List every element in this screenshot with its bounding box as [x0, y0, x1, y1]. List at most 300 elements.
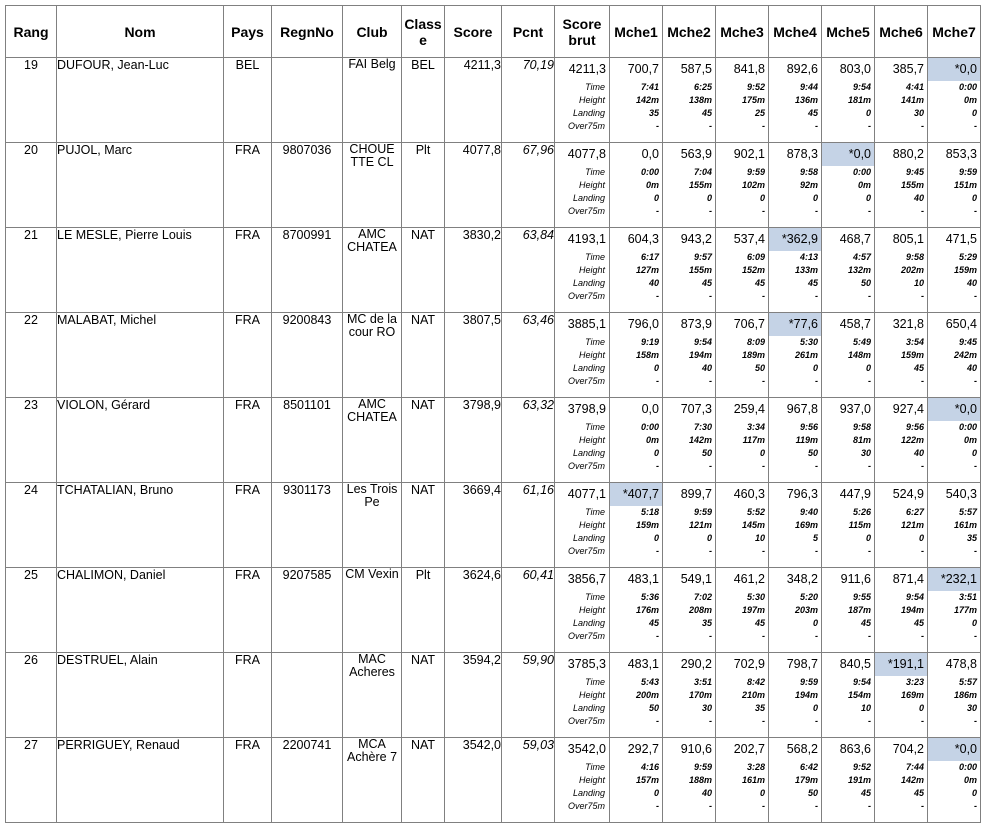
percent-cell: 70,19 [502, 58, 555, 143]
detail-label: Over75m [567, 291, 605, 301]
over75m-value: - [974, 291, 977, 301]
round-cell-mche7 [928, 483, 981, 568]
detail-label: Time [585, 507, 605, 517]
results-table [5, 5, 981, 823]
time-value: 3:28 [746, 762, 765, 772]
round-score: 385,7 [892, 62, 924, 76]
detail-label: Height [578, 95, 605, 105]
landing-value: 0 [971, 193, 977, 203]
round-cell-mche1 [610, 58, 663, 143]
landing-value: 0 [653, 788, 659, 798]
landing-value: 40 [913, 448, 924, 458]
time-value: 4:41 [905, 82, 924, 92]
round-cell-mche5 [822, 58, 875, 143]
time-value: 4:57 [852, 252, 871, 262]
round-score: 468,7 [839, 232, 871, 246]
round-cell-mche2 [663, 568, 716, 653]
landing-value: 25 [754, 108, 765, 118]
round-cell-mche5 [822, 228, 875, 313]
regno-cell: 8700991 [272, 228, 343, 313]
time-value: 6:17 [640, 252, 659, 262]
landing-value: 35 [754, 703, 765, 713]
height-value: 242m [953, 350, 977, 360]
header-mche4: Mche4 [769, 6, 822, 58]
time-value: 9:58 [799, 167, 818, 177]
landing-value: 10 [860, 703, 871, 713]
landing-value: 5 [812, 533, 818, 543]
over75m-value: - [709, 376, 712, 386]
regno-cell: 2200741 [272, 738, 343, 823]
time-value: 0:00 [640, 167, 659, 177]
round-cell-mche1 [610, 398, 663, 483]
landing-value: 30 [966, 703, 977, 713]
round-score: 290,2 [680, 657, 712, 671]
landing-value: 45 [860, 618, 871, 628]
rank-cell: 22 [6, 313, 57, 398]
round-score: 0,0 [641, 147, 659, 161]
height-value: 141m [900, 95, 924, 105]
round-cell-mche6 [875, 483, 928, 568]
score-brut-cell [555, 653, 610, 738]
score-cell: 3807,5 [445, 313, 502, 398]
club-cell: MC de la cour RO [343, 313, 402, 398]
detail-label: Time [585, 337, 605, 347]
landing-value: 45 [701, 278, 712, 288]
name-cell: VIOLON, Gérard [57, 398, 224, 483]
over75m-value: - [656, 716, 659, 726]
round-score: 460,3 [733, 487, 765, 501]
header-mche2: Mche2 [663, 6, 716, 58]
landing-value: 0 [812, 703, 818, 713]
round-score: 873,9 [680, 317, 712, 331]
round-score: 796,0 [627, 317, 659, 331]
round-cell-mche1 [610, 313, 663, 398]
discarded-score: *191,1 [875, 653, 927, 676]
round-score: 840,5 [839, 657, 871, 671]
detail-label: Height [578, 775, 605, 785]
header-mche7: Mche7 [928, 6, 981, 58]
round-cell-mche4 [769, 143, 822, 228]
detail-label: Over75m [567, 631, 605, 641]
over75m-value: - [815, 291, 818, 301]
landing-value: 0 [971, 108, 977, 118]
table-row [6, 228, 981, 313]
round-cell-mche1 [610, 483, 663, 568]
score-cell: 3594,2 [445, 653, 502, 738]
round-cell-mche2 [663, 483, 716, 568]
club-cell: Les Trois Pe [343, 483, 402, 568]
round-cell-mche6 [875, 228, 928, 313]
time-value: 3:34 [746, 422, 765, 432]
score-brut-cell [555, 483, 610, 568]
round-cell-mche7 [928, 313, 981, 398]
score-brut-cell [555, 228, 610, 313]
time-value: 5:49 [852, 337, 871, 347]
score-brut-value: 3542,0 [567, 742, 606, 756]
height-value: 102m [741, 180, 765, 190]
detail-label: Over75m [567, 121, 605, 131]
over75m-value: - [709, 546, 712, 556]
over75m-value: - [815, 376, 818, 386]
detail-label: Landing [572, 448, 605, 458]
time-value: 9:52 [746, 82, 765, 92]
table-row [6, 398, 981, 483]
regno-cell [272, 653, 343, 738]
time-value: 7:41 [640, 82, 659, 92]
rank-cell: 23 [6, 398, 57, 483]
time-value: 5:30 [746, 592, 765, 602]
class-cell: NAT [402, 653, 445, 738]
rank-cell: 26 [6, 653, 57, 738]
time-value: 3:23 [905, 677, 924, 687]
time-value: 9:52 [852, 762, 871, 772]
round-score: 911,6 [840, 572, 871, 586]
detail-label: Height [578, 180, 605, 190]
height-value: 145m [741, 520, 765, 530]
header-mche5: Mche5 [822, 6, 875, 58]
over75m-value: - [815, 206, 818, 216]
landing-value: 0 [971, 788, 977, 798]
height-value: 0m [857, 180, 871, 190]
country-cell: FRA [224, 483, 272, 568]
table-row [6, 568, 981, 653]
score-brut-value: 4211,3 [568, 62, 606, 76]
over75m-value: - [709, 716, 712, 726]
detail-label: Time [585, 592, 605, 602]
header-score-brut: Score brut [555, 6, 610, 58]
height-value: 142m [688, 435, 712, 445]
header-mche3: Mche3 [716, 6, 769, 58]
round-cell-mche7 [928, 58, 981, 143]
height-value: 142m [635, 95, 659, 105]
name-cell: PERRIGUEY, Renaud [57, 738, 224, 823]
over75m-value: - [709, 291, 712, 301]
height-value: 119m [795, 435, 818, 445]
class-cell: NAT [402, 398, 445, 483]
regno-cell: 9807036 [272, 143, 343, 228]
table-row [6, 653, 981, 738]
score-cell: 3798,9 [445, 398, 502, 483]
class-cell: Plt [402, 568, 445, 653]
time-value: 9:44 [799, 82, 818, 92]
height-value: 148m [847, 350, 871, 360]
round-cell-mche3 [716, 483, 769, 568]
height-value: 121m [688, 520, 712, 530]
round-score: 478,8 [945, 657, 977, 671]
country-cell: FRA [224, 143, 272, 228]
time-value: 9:54 [852, 677, 871, 687]
round-score: 700,7 [627, 62, 659, 76]
over75m-value: - [762, 801, 765, 811]
round-score: 880,2 [892, 147, 924, 161]
landing-value: 0 [759, 193, 765, 203]
round-cell-mche3 [716, 568, 769, 653]
time-value: 0:00 [958, 82, 977, 92]
round-cell-mche7 [928, 653, 981, 738]
detail-label: Height [578, 605, 605, 615]
landing-value: 0 [865, 533, 871, 543]
round-cell-mche7 [928, 228, 981, 313]
over75m-value: - [815, 121, 818, 131]
height-value: 200m [635, 690, 659, 700]
header-regno: RegnNo [272, 6, 343, 58]
time-value: 5:57 [958, 507, 977, 517]
round-score: 853,3 [945, 147, 977, 161]
height-value: 188m [688, 775, 712, 785]
height-value: 138m [688, 95, 712, 105]
detail-label: Over75m [567, 546, 605, 556]
round-cell-mche4 [769, 313, 822, 398]
height-value: 152m [741, 265, 765, 275]
detail-label: Time [585, 167, 605, 177]
over75m-value: - [709, 461, 712, 471]
round-cell-mche6 [875, 313, 928, 398]
detail-label: Landing [572, 533, 605, 543]
time-value: 7:44 [905, 762, 924, 772]
round-cell-mche1 [610, 143, 663, 228]
landing-value: 10 [913, 278, 924, 288]
round-score: 471,5 [945, 232, 977, 246]
score-brut-cell [555, 398, 610, 483]
over75m-value: - [656, 461, 659, 471]
round-score: 892,6 [786, 62, 818, 76]
time-value: 9:58 [852, 422, 871, 432]
time-value: 5:36 [640, 592, 659, 602]
round-score: 902,1 [733, 147, 765, 161]
landing-value: 35 [648, 108, 659, 118]
percent-cell: 60,41 [502, 568, 555, 653]
over75m-value: - [974, 631, 977, 641]
round-score: 604,3 [627, 232, 659, 246]
header-pcnt: Pcnt [502, 6, 555, 58]
landing-value: 45 [913, 363, 924, 373]
score-cell: 3830,2 [445, 228, 502, 313]
percent-cell: 63,32 [502, 398, 555, 483]
name-cell: LE MESLE, Pierre Louis [57, 228, 224, 313]
regno-cell: 9207585 [272, 568, 343, 653]
height-value: 189m [741, 350, 765, 360]
detail-label: Landing [572, 788, 605, 798]
time-value: 9:54 [852, 82, 871, 92]
landing-value: 45 [860, 788, 871, 798]
time-value: 5:30 [799, 337, 818, 347]
landing-value: 0 [865, 108, 871, 118]
over75m-value: - [974, 716, 977, 726]
round-cell-mche5 [822, 143, 875, 228]
landing-value: 45 [913, 788, 924, 798]
landing-value: 35 [966, 533, 977, 543]
name-cell: DUFOUR, Jean-Luc [57, 58, 224, 143]
height-value: 161m [953, 520, 977, 530]
round-cell-mche6 [875, 568, 928, 653]
percent-cell: 59,90 [502, 653, 555, 738]
round-cell-mche6 [875, 143, 928, 228]
discarded-score: *0,0 [822, 143, 874, 166]
round-score: 803,0 [839, 62, 871, 76]
round-cell-mche3 [716, 653, 769, 738]
round-score: 650,4 [945, 317, 977, 331]
over75m-value: - [656, 121, 659, 131]
over75m-value: - [762, 206, 765, 216]
round-score: 943,2 [680, 232, 712, 246]
round-cell-mche7 [928, 738, 981, 823]
discarded-score: *407,7 [610, 483, 662, 506]
round-score: 798,7 [786, 657, 818, 671]
time-value: 5:26 [852, 507, 871, 517]
round-score: 707,3 [680, 402, 712, 416]
height-value: 155m [688, 265, 712, 275]
over75m-value: - [921, 461, 924, 471]
round-cell-mche3 [716, 398, 769, 483]
over75m-value: - [762, 631, 765, 641]
round-cell-mche2 [663, 228, 716, 313]
height-value: 194m [688, 350, 712, 360]
landing-value: 0 [653, 533, 659, 543]
time-value: 7:30 [693, 422, 712, 432]
height-value: 187m [847, 605, 871, 615]
height-value: 161m [741, 775, 765, 785]
landing-value: 45 [648, 618, 659, 628]
time-value: 9:54 [905, 592, 924, 602]
round-score: 483,1 [627, 572, 659, 586]
over75m-value: - [868, 291, 871, 301]
detail-label: Over75m [567, 461, 605, 471]
over75m-value: - [709, 206, 712, 216]
round-score: 805,1 [892, 232, 924, 246]
landing-value: 35 [701, 618, 712, 628]
height-value: 197m [741, 605, 765, 615]
detail-label: Height [578, 690, 605, 700]
score-brut-value: 3856,7 [567, 572, 606, 586]
height-value: 81m [852, 435, 871, 445]
height-value: 154m [847, 690, 871, 700]
rank-cell: 20 [6, 143, 57, 228]
time-value: 8:09 [746, 337, 765, 347]
time-value: 9:59 [799, 677, 818, 687]
regno-cell: 8501101 [272, 398, 343, 483]
class-cell: Plt [402, 143, 445, 228]
round-cell-mche3 [716, 228, 769, 313]
round-cell-mche2 [663, 653, 716, 738]
club-cell: AMC CHATEA [343, 398, 402, 483]
detail-label: Time [585, 252, 605, 262]
name-cell: MALABAT, Michel [57, 313, 224, 398]
time-value: 7:02 [693, 592, 712, 602]
detail-label: Height [578, 435, 605, 445]
height-value: 0m [645, 435, 659, 445]
time-value: 6:42 [799, 762, 818, 772]
round-cell-mche2 [663, 738, 716, 823]
percent-cell: 61,16 [502, 483, 555, 568]
class-cell: NAT [402, 738, 445, 823]
height-value: 117m [742, 435, 765, 445]
regno-cell [272, 58, 343, 143]
over75m-value: - [921, 291, 924, 301]
round-score: 927,4 [892, 402, 924, 416]
class-cell: NAT [402, 483, 445, 568]
over75m-value: - [656, 376, 659, 386]
round-score: 202,7 [733, 742, 765, 756]
score-cell: 4077,8 [445, 143, 502, 228]
discarded-score: *0,0 [928, 58, 980, 81]
header-row [6, 6, 981, 58]
table-row [6, 313, 981, 398]
height-value: 155m [900, 180, 924, 190]
round-cell-mche5 [822, 568, 875, 653]
header-club: Club [343, 6, 402, 58]
height-value: 142m [900, 775, 924, 785]
round-score: 292,7 [627, 742, 659, 756]
time-value: 0:00 [640, 422, 659, 432]
landing-value: 0 [812, 363, 818, 373]
class-cell: BEL [402, 58, 445, 143]
name-cell: CHALIMON, Daniel [57, 568, 224, 653]
over75m-value: - [815, 631, 818, 641]
height-value: 132m [847, 265, 871, 275]
over75m-value: - [868, 631, 871, 641]
header-mche1: Mche1 [610, 6, 663, 58]
header-classe: Class e [402, 6, 445, 58]
round-cell-mche3 [716, 58, 769, 143]
round-cell-mche2 [663, 58, 716, 143]
round-score: 568,2 [786, 742, 818, 756]
height-value: 191m [847, 775, 871, 785]
round-cell-mche3 [716, 313, 769, 398]
detail-label: Landing [572, 363, 605, 373]
round-cell-mche6 [875, 58, 928, 143]
round-score: 878,3 [786, 147, 818, 161]
round-cell-mche5 [822, 398, 875, 483]
height-value: 203m [794, 605, 818, 615]
over75m-value: - [656, 801, 659, 811]
time-value: 7:04 [693, 167, 712, 177]
height-value: 261m [794, 350, 818, 360]
header-mche6: Mche6 [875, 6, 928, 58]
landing-value: 0 [812, 193, 818, 203]
round-score: 540,3 [945, 487, 977, 501]
round-cell-mche5 [822, 653, 875, 738]
height-value: 179m [794, 775, 818, 785]
over75m-value: - [815, 801, 818, 811]
over75m-value: - [709, 121, 712, 131]
detail-label: Time [585, 677, 605, 687]
percent-cell: 63,84 [502, 228, 555, 313]
time-value: 9:58 [905, 252, 924, 262]
score-brut-value: 3798,9 [567, 402, 606, 416]
round-score: 348,2 [786, 572, 818, 586]
over75m-value: - [762, 291, 765, 301]
height-value: 121m [900, 520, 924, 530]
height-value: 0m [645, 180, 659, 190]
time-value: 5:29 [958, 252, 977, 262]
detail-label: Over75m [567, 716, 605, 726]
landing-value: 45 [754, 618, 765, 628]
time-value: 6:25 [693, 82, 712, 92]
round-cell-mche3 [716, 738, 769, 823]
time-value: 5:52 [746, 507, 765, 517]
score-brut-value: 4077,1 [567, 487, 606, 501]
height-value: 177m [953, 605, 977, 615]
round-cell-mche4 [769, 228, 822, 313]
round-cell-mche4 [769, 738, 822, 823]
time-value: 4:13 [799, 252, 818, 262]
landing-value: 0 [971, 448, 977, 458]
over75m-value: - [762, 121, 765, 131]
height-value: 122m [900, 435, 924, 445]
detail-label: Time [585, 82, 605, 92]
round-cell-mche1 [610, 653, 663, 738]
height-value: 115m [848, 520, 871, 530]
